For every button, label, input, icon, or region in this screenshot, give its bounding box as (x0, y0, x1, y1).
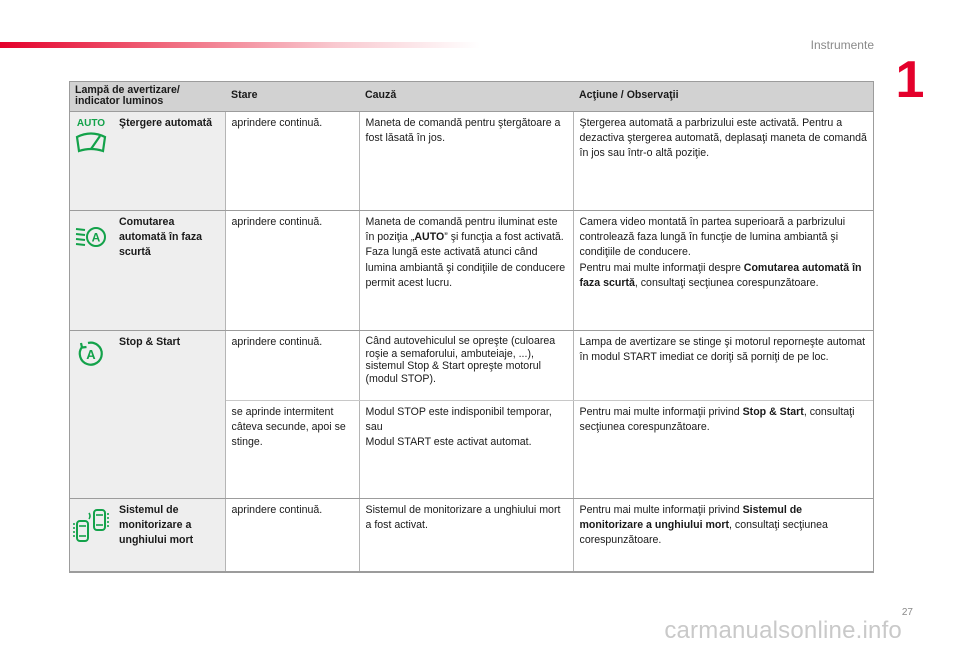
state-cell: aprindere continuă. (225, 211, 359, 331)
column-header-cause: Cauză (359, 81, 573, 112)
column-header-state: Stare (225, 81, 359, 112)
watermark: carmanualsonline.info (664, 617, 902, 644)
state-cell: aprindere continuă. (225, 499, 359, 572)
cause-cell: Când autovehiculul se opreşte (culoarea roşie a semaforului, ambuteiaje, ...), sistemul Stop & Start opreşte motorul (modul STOP). (359, 331, 573, 401)
warning-lamps-table (69, 81, 874, 572)
action-text: Pentru mai multe informaţii despre (579, 261, 744, 274)
column-header-lamp: Lampă de avertizare/ indicator luminos (69, 81, 225, 112)
table-header-row (69, 81, 874, 112)
cause-cell: Sistemul de monitorizare a unghiului mort a fost activat. (359, 499, 573, 572)
cause-cell: Maneta de comandă pentru ştergătoare a fost lăsată în jos. (359, 112, 573, 211)
state-cell: aprindere continuă. (225, 331, 359, 401)
cause-text: Maneta de comandă pentru iluminat este în poziţia „ (365, 216, 558, 244)
lamp-name: Ştergere automată (113, 112, 225, 211)
lamp-name: Stop & Start (113, 331, 225, 499)
column-header-action: Acţiune / Observaţii (573, 81, 874, 112)
cause-text: ” şi funcţia a fost activată. (444, 231, 564, 244)
cause-text: Modul STOP este indisponibil temporar, (365, 406, 552, 418)
cause-text: Faza lungă este activată atunci când lumina ambiantă şi condiţiile de conducere permit acest lucru. (365, 246, 566, 289)
chapter-number: 1 (895, 51, 925, 109)
header-accent-bar (0, 42, 480, 48)
auto-wiper-icon (73, 115, 109, 162)
cause-text: Modul START este activat automat. (365, 436, 532, 449)
action-emphasis: Stop & Start (742, 406, 804, 418)
stop-start-icon (76, 339, 106, 374)
cause-text: sau (365, 421, 383, 434)
cause-cell (359, 401, 573, 499)
action-cell (573, 211, 874, 331)
action-text: , consultaţi secţiunea corespunzătoare. (634, 276, 819, 289)
table-row (69, 499, 874, 572)
section-title: Instrumente (810, 38, 874, 52)
cause-emphasis: AUTO (414, 231, 445, 244)
state-cell: aprindere continuă. (225, 112, 359, 211)
action-text: , consultaţi secţiunea corespunzătoare. (579, 406, 855, 434)
action-emphasis: Comutarea automată în faza scurtă (579, 261, 862, 289)
lamp-name: Comutarea automată în faza scurtă (113, 211, 225, 331)
state-cell: se aprinde intermitent câteva secunde, apoi se stinge. (225, 401, 359, 499)
blind-spot-monitoring-icon (72, 507, 110, 548)
cause-cell (359, 211, 573, 331)
svg-text:A: A (86, 347, 96, 362)
action-text: , consultaţi secţiunea corespunzătoare. (579, 519, 828, 547)
lamp-name: Sistemul de monitorizare a unghiului mort (113, 499, 225, 572)
action-cell (573, 401, 874, 499)
table-row (69, 112, 874, 211)
action-cell: Ştergerea automată a parbrizului este activată. Pentru a dezactiva ştergerea automată, deplasaţi maneta de comandă în jos sau într-o altă poziţie. (573, 112, 874, 211)
action-emphasis: Sistemul de monitorizare a unghiului mort (579, 504, 803, 532)
table-row (69, 211, 874, 331)
table-row (69, 331, 874, 401)
action-text: Pentru mai multe informaţii privind (579, 406, 743, 418)
svg-text:AUTO: AUTO (76, 118, 106, 129)
action-cell (573, 499, 874, 572)
auto-dipped-beam-icon (73, 221, 109, 256)
action-cell: Lampa de avertizare se stinge şi motorul reporneşte automat în modul START imediat ce doriţi să porniţi de pe loc. (573, 331, 874, 401)
svg-text:A: A (91, 230, 101, 245)
action-text: Pentru mai multe informaţii privind (579, 504, 743, 516)
action-text: Camera video montată în partea superioară a parbrizului controlează faza lungă în funcţie de lumina ambiantă şi condiţiile de conducere. (579, 216, 846, 259)
page-number: 27 (901, 607, 913, 618)
